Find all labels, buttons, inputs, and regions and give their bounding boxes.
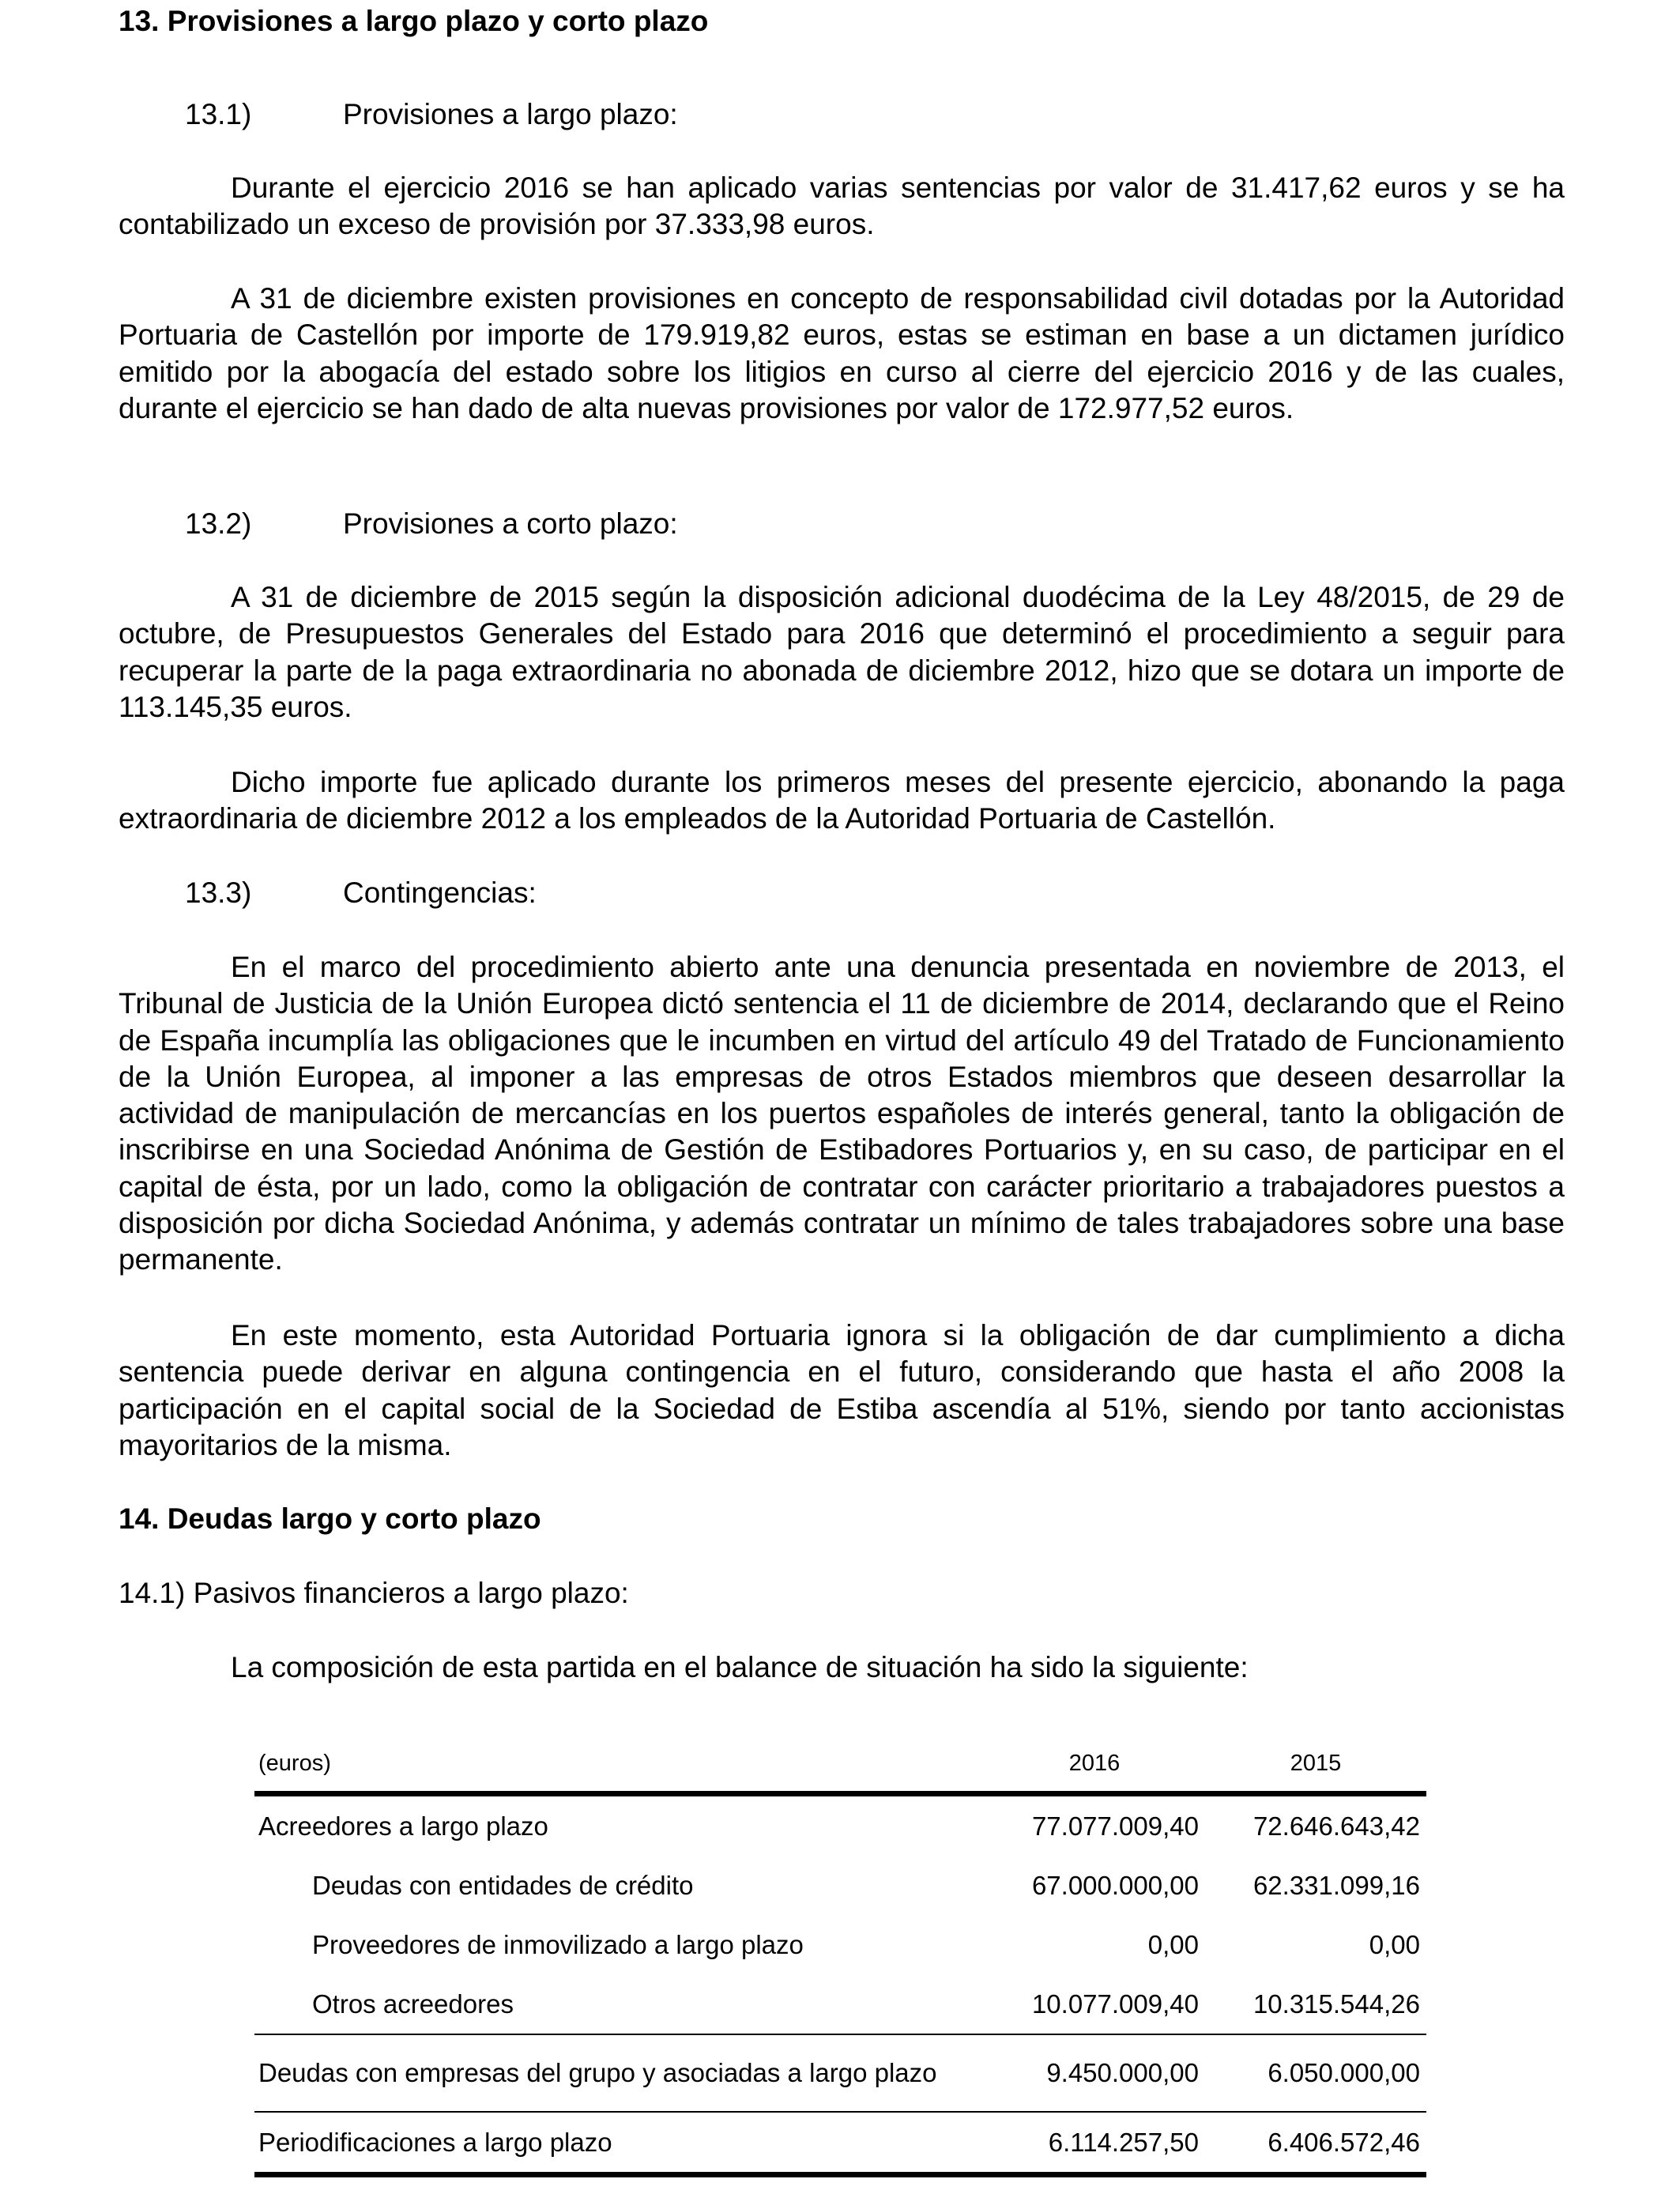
paragraph-13-1-a: Durante el ejercicio 2016 se han aplicado varias sentencias por valor de 31.417,62 euros y se ha contabilizado un exceso de provisión por 37.333,98 euros. [119,172,1565,241]
table-row [254,1974,1426,2034]
header-units: (euros) [258,1750,331,1776]
value-2016: 6.114.257,50 [1048,2127,1199,2157]
subsection-13-1-heading [185,96,678,133]
subsection-13-3-heading [185,875,537,911]
value-2016: 77.077.009,40 [1031,1811,1199,1841]
header-2016: 2016 [1068,1750,1121,1776]
subsection-13-2-heading [185,506,678,542]
subsection-title: Provisiones a corto plazo: [343,507,678,540]
subsection-14-1-heading: 14.1) Pasivos financieros a largo plazo: [119,1577,629,1609]
row-label: Deudas con empresas del grupo y asociadas a largo plazo [258,2058,937,2087]
header-2015: 2015 [1290,1750,1342,1776]
table-row [254,2034,1426,2112]
value-2016: 67.000.000,00 [1031,1870,1199,1900]
subsection-title: Contingencias: [343,876,537,909]
paragraph-13-3-b: En este momento, esta Autoridad Portuaria ignora si la obligación de dar cumplimiento a dicha sentencia puede derivar en alguna contingencia en el futuro, considerando que hasta el año 2008 la participación en el capital social de la Sociedad de Estiba ascendía al 51%, siendo por tanto accionistas mayoritarios de la misma. [119,1319,1565,1461]
value-2015: 6.406.572,46 [1268,2127,1420,2157]
row-label: Acreedores a largo plazo [258,1811,548,1841]
value-2016: 0,00 [1147,1929,1199,1959]
paragraph-13-3-a: En el marco del procedimiento abierto ante una denuncia presentada en noviembre de 2013, el Tribunal de Justicia de la Unión Europea dictó sentencia el 11 de diciembre de 2014, declarando que el Reino de España incumplía las obligaciones que le incumben en virtud del artículo 49 del Tratado de Funcionamiento de la Unión Europea, al imponer a las empresas de otros Estados miembros que deseen desarrollar la actividad de manipulación de mercancías en los puertos españoles de interés general, tanto la obligación de inscribirse en una Sociedad Anónima de Gestión de Estibadores Portuarios y, en su caso, de participar en el capital de ésta, por un lado, como la obligación de contratar con carácter prioritario a trabajadores puestos a disposición por dicha Sociedad Anónima, y además contratar un mínimo de tales trabajadores sobre una base permanente. [119,951,1565,1276]
table-header-row [254,1736,1426,1794]
row-label: Otros acreedores [312,1989,514,2019]
value-2015: 62.331.099,16 [1252,1870,1420,1900]
subsection-number: 13.1) [185,98,252,130]
value-2016: 9.450.000,00 [1046,2058,1199,2087]
value-2015: 72.646.643,42 [1252,1811,1420,1841]
table-row [254,1856,1426,1915]
table-row [254,1915,1426,1974]
subsection-number: 13.2) [185,507,252,540]
row-label: Proveedores de inmovilizado a largo plazo [312,1929,804,1959]
financial-liabilities-table [254,1736,1426,2177]
row-label: Periodificaciones a largo plazo [258,2127,612,2157]
table-row [254,2112,1426,2175]
paragraph-13-2-b: Dicho importe fue aplicado durante los primeros meses del presente ejercicio, abonando la paga extraordinaria de diciembre 2012 a los empleados de la Autoridad Portuaria de Castellón. [119,766,1565,835]
value-2015: 6.050.000,00 [1268,2058,1420,2087]
section-14-heading: 14. Deudas largo y corto plazo [119,1502,541,1535]
value-2016: 10.077.009,40 [1031,1989,1199,2019]
section-13-heading: 13. Provisiones a largo plazo y corto plazo [119,5,709,37]
table-intro-text: La composición de esta partida en el balance de situación ha sido la siguiente: [231,1651,1249,1683]
table-row [254,1794,1426,1857]
subsection-title: Provisiones a largo plazo: [343,98,678,130]
value-2015: 10.315.544,26 [1252,1989,1420,2019]
row-label: Deudas con entidades de crédito [312,1870,694,1900]
paragraph-13-1-b: A 31 de diciembre existen provisiones en concepto de responsabilidad civil dotadas por la Autoridad Portuaria de Castellón por importe de 179.919,82 euros, estas se estiman en base a un dictamen jurídico emitido por la abogacía del estado sobre los litigios en curso al cierre del ejercicio 2016 y de las cuales, durante el ejercicio se han dado de alta nuevas provisiones por valor de 172.977,52 euros. [119,282,1565,424]
value-2015: 0,00 [1369,1929,1420,1959]
paragraph-13-2-a: A 31 de diciembre de 2015 según la disposición adicional duodécima de la Ley 48/2015, de 29 de octubre, de Presupuestos Generales del Estado para 2016 que determinó el procedimiento a seguir para recuperar la parte de la paga extraordinaria no abonada de diciembre 2012, hizo que se dotara un importe de 113.145,35 euros. [119,581,1565,723]
subsection-number: 13.3) [185,876,252,909]
